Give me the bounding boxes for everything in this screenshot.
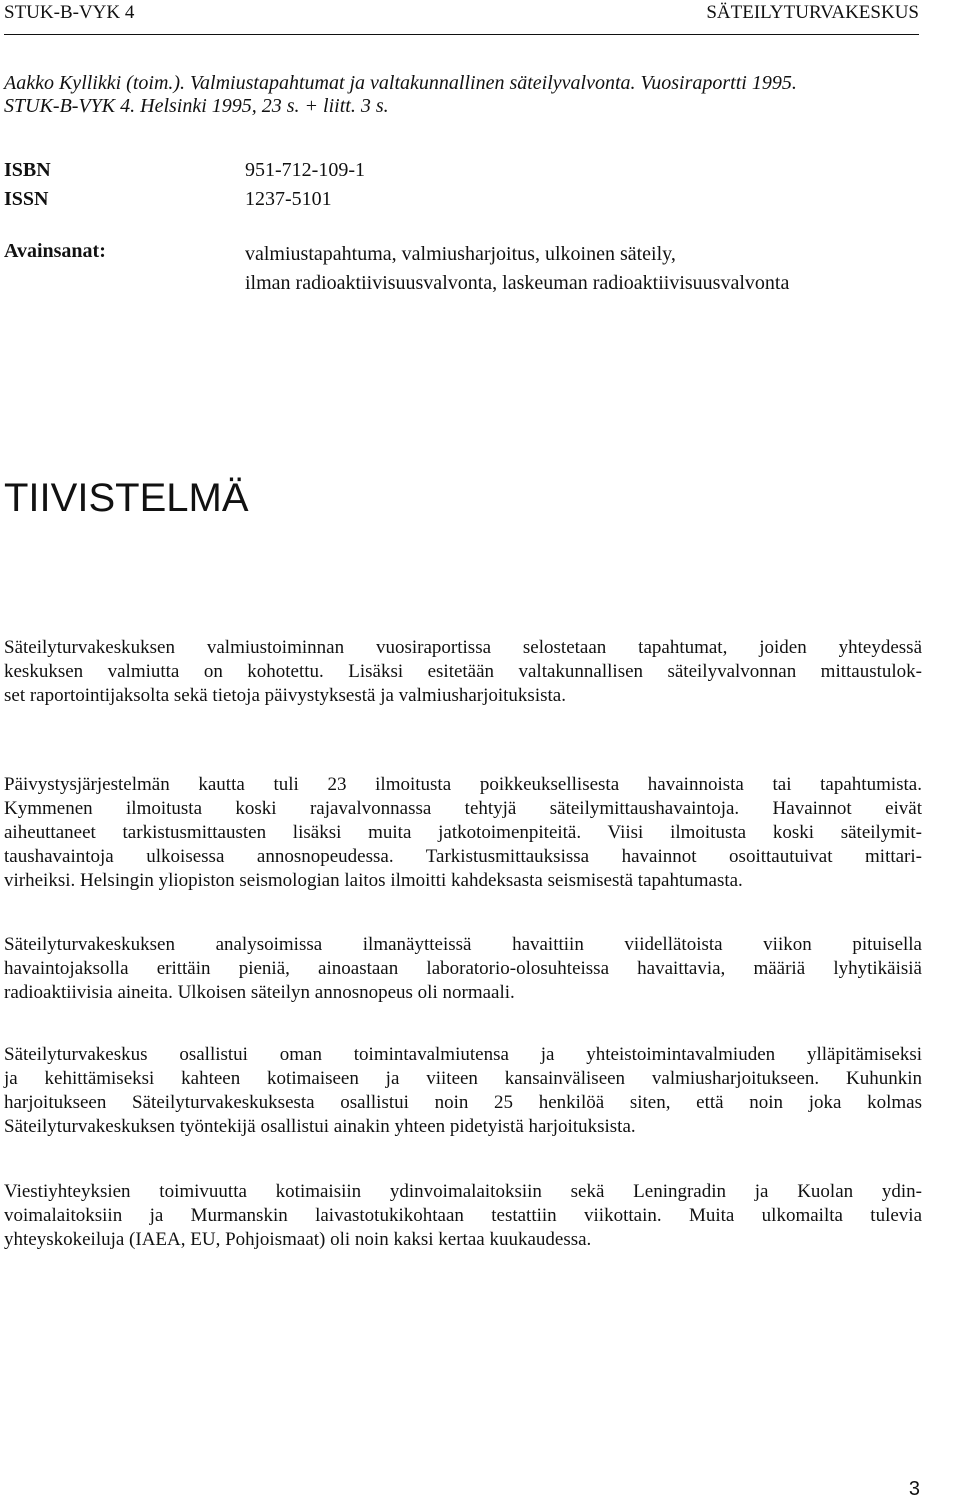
keywords-list xyxy=(245,240,789,298)
text-line: Säteilyturvakeskuksen analysoimissa ilmanäytteissä havaittiin viidellätoista viikon pituisella xyxy=(4,934,922,955)
text-line: set raportointijaksolta sekä tietoja päivystyksestä ja valmiusharjoituksista. xyxy=(4,685,566,706)
text-line: keskuksen valmiutta on kohotettu. Lisäksi esitetään valtakunnallisen säteilyvalvonnan mittaustulok- xyxy=(4,661,922,682)
text-line: yhteyskokeiluja (IAEA, EU, Pohjoismaat) oli noin kaksi kertaa kuukaudessa. xyxy=(4,1229,592,1250)
abstract-paragraph xyxy=(4,773,922,893)
abstract-title: TIIVISTELMÄ xyxy=(4,476,249,520)
text-line: ja kehittämiseksi kahteen kotimaiseen ja viiteen kansainväliseen valmiusharjoitukseen. Kuhunkin xyxy=(4,1068,922,1089)
text-line: aiheuttaneet tarkistusmittausten lisäksi muita jatkotoimenpiteitä. Viisi ilmoitusta koski säteilymit- xyxy=(4,822,922,843)
isbn-value: 951-712-109-1 xyxy=(245,159,365,181)
abstract-paragraph xyxy=(4,1180,922,1252)
text-line: virheiksi. Helsingin yliopiston seismologian laitos ilmoitti kahdeksasta seismisestä tapahtumasta. xyxy=(4,870,743,891)
citation-line: STUK-B-VYK 4. Helsinki 1995, 23 s. + liitt. 3 s. xyxy=(4,95,389,117)
keywords-line: valmiustapahtuma, valmiusharjoitus, ulkoinen säteily, xyxy=(245,243,676,265)
abstract-paragraph xyxy=(4,636,922,708)
page-number: 3 xyxy=(908,1478,920,1500)
keywords-label: Avainsanat: xyxy=(4,240,106,262)
organization-name: SÄTEILYTURVAKESKUS xyxy=(706,2,919,23)
text-line: voimalaitoksiin ja Murmanskin laivastotukikohtaan testattiin viikottain. Muita ulkomailta tulevia xyxy=(4,1205,922,1226)
citation-line: Aakko Kyllikki (toim.). Valmiustapahtumat ja valtakunnallinen säteilyvalvonta. Vuosiraportti 1995. xyxy=(4,72,797,94)
abstract-paragraph xyxy=(4,1043,922,1139)
abstract-paragraph xyxy=(4,933,922,1005)
text-line: taushavaintoja ulkoisessa annosnopeudessa. Tarkistusmittauksissa havainnot osoittautuivat mittari- xyxy=(4,846,922,867)
text-line: Säteilyturvakeskus osallistui oman toimintavalmiutensa ja yhteistoimintavalmiuden ylläpitämiseksi xyxy=(4,1044,922,1065)
text-line: harjoitukseen Säteilyturvakeskuksesta osallistui noin 25 henkilöä siten, että noin joka kolmas xyxy=(4,1092,922,1113)
text-line: havaintojaksolla erittäin pieniä, ainoastaan laboratorio-olosuhteissa havaittavia, määriä lyhytikäisiä xyxy=(4,958,922,979)
text-line: Säteilyturvakeskuksen valmiustoiminnan vuosiraportissa selostetaan tapahtumat, joiden yhteydessä xyxy=(4,637,922,658)
keywords-line: ilman radioaktiivisuusvalvonta, laskeuman radioaktiivisuusvalvonta xyxy=(245,272,790,294)
issn-label: ISSN xyxy=(4,188,49,210)
text-line: radioaktiivisia aineita. Ulkoisen säteilyn annosnopeus oli normaali. xyxy=(4,982,515,1003)
text-line: Kymmenen ilmoitusta koski rajavalvonnassa tehtyjä säteilymittaushavaintoja. Havainnot eivät xyxy=(4,798,922,819)
series-code: STUK-B-VYK 4 xyxy=(4,2,135,23)
issn-value: 1237-5101 xyxy=(245,188,332,210)
bibliographic-citation xyxy=(4,72,924,118)
isbn-label: ISBN xyxy=(4,159,51,181)
text-line: Päivystysjärjestelmän kautta tuli 23 ilmoitusta poikkeuksellisesta havainnoista tai tapahtumista. xyxy=(4,774,922,795)
text-line: Säteilyturvakeskuksen työntekijä osallistui ainakin yhteen pidetyistä harjoituksista. xyxy=(4,1116,636,1137)
text-line: Viestiyhteyksien toimivuutta kotimaisiin ydinvoimalaitoksiin sekä Leningradin ja Kuolan ydin- xyxy=(4,1181,922,1202)
header-divider xyxy=(4,34,919,35)
